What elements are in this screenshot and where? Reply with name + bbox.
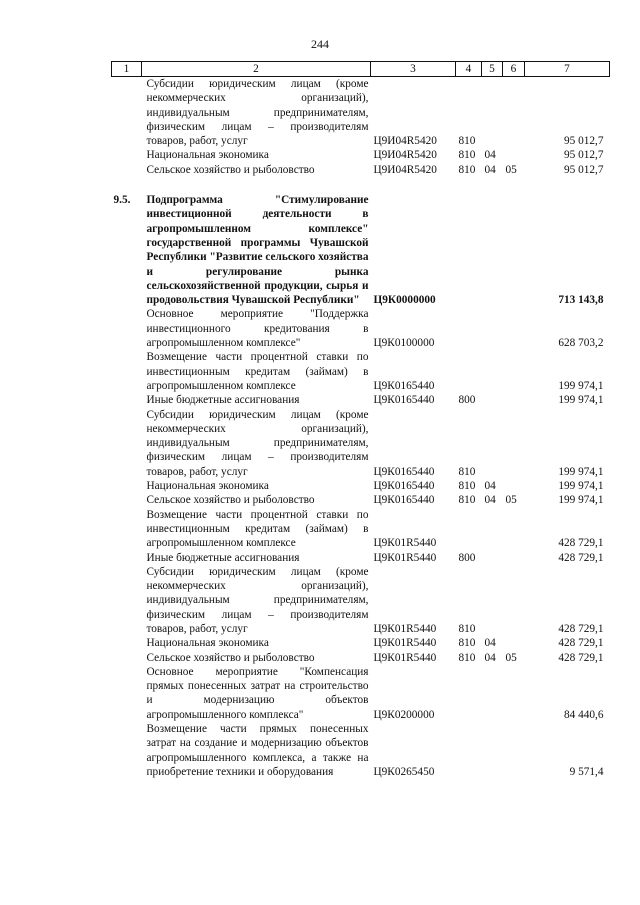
table-row: [112, 350, 610, 393]
target-code-cell: Ц9К0165440: [373, 394, 435, 407]
expense-type-cell: 810: [458, 480, 476, 493]
expense-type-cell: [456, 193, 482, 307]
row-name-cell: Возмещение части процентной ставки по инвестиционным кредитам (займам) в агропромышленном комплексе: [146, 351, 369, 392]
table-row: [112, 508, 610, 551]
amount-cell: 428 729,1: [558, 622, 604, 635]
amount-cell: 95 012,7: [563, 135, 604, 148]
target-code-cell: Ц9К0100000: [373, 337, 435, 350]
target-code-cell: Ц9К01R5440: [373, 622, 437, 635]
row-number-cell: [112, 393, 142, 407]
subsection-cell: 05: [505, 163, 517, 176]
amount-cell: 428 729,1: [558, 537, 604, 550]
subsection-cell: [503, 722, 525, 779]
expense-type-cell: 810: [458, 622, 476, 635]
row-name-cell: Субсидии юридическим лицам (кроме некоммерческих организаций), индивидуальным предпринимателям, физическим лицам – производителям товаров, работ, услуг: [146, 565, 369, 635]
target-code-cell: Ц9К01R5440: [373, 551, 437, 564]
target-code-cell: Ц9И04R5420: [373, 163, 437, 176]
amount-cell: 199 974,1: [558, 480, 604, 493]
row-number-cell: [112, 408, 142, 479]
row-number-cell: [112, 163, 142, 177]
row-name-cell: Иные бюджетные ассигнования: [146, 394, 300, 407]
section-cell: [482, 193, 503, 307]
table-header: [112, 62, 610, 77]
subsection-cell: [503, 393, 525, 407]
table-row: [112, 408, 610, 479]
section-cell: [482, 307, 503, 350]
amount-cell: 199 974,1: [558, 379, 604, 392]
table-row: [112, 665, 610, 722]
amount-cell: 713 143,8: [558, 294, 604, 307]
subsection-cell: [503, 636, 525, 650]
table-row: [112, 77, 610, 149]
section-cell: [482, 722, 503, 779]
spacer-cell: [112, 177, 610, 193]
subsection-cell: [503, 350, 525, 393]
section-cell: [482, 408, 503, 479]
amount-cell: 9 571,4: [569, 765, 604, 778]
table-body: [112, 77, 610, 780]
row-name-cell: Возмещение части прямых понесенных затрат на создание и модернизацию объектов агропромышленного комплекса, а также на приобретение техники и оборудования: [146, 723, 369, 778]
row-number-cell: [112, 636, 142, 650]
row-name-cell: Субсидии юридическим лицам (кроме некоммерческих организаций), индивидуальным предпринимателям, физическим лицам – производителям товаров, работ, услуг: [146, 78, 369, 148]
target-code-cell: Ц9К0165440: [373, 465, 435, 478]
expense-type-cell: 810: [458, 135, 476, 148]
amount-cell: 199 974,1: [558, 494, 604, 507]
table-row: [112, 651, 610, 665]
target-code-cell: Ц9К01R5440: [373, 537, 437, 550]
row-number-cell: [112, 479, 142, 493]
header-cell: 7: [525, 62, 610, 77]
subsection-cell: [503, 148, 525, 162]
subsection-cell: [503, 77, 525, 149]
expense-type-cell: 800: [458, 551, 476, 564]
expense-type-cell: [456, 350, 482, 393]
table-row: [112, 551, 610, 565]
header-cell: 1: [112, 62, 142, 77]
expense-type-cell: [456, 508, 482, 551]
expense-type-cell: [456, 307, 482, 350]
amount-cell: 95 012,7: [563, 163, 604, 176]
section-cell: [482, 350, 503, 393]
header-cell: 4: [456, 62, 482, 77]
section-cell: 04: [484, 651, 496, 664]
subsection-cell: [503, 551, 525, 565]
target-code-cell: Ц9К0165440: [373, 494, 435, 507]
row-number-cell: [112, 493, 142, 507]
section-cell: 04: [484, 163, 496, 176]
expense-type-cell: 810: [458, 637, 476, 650]
target-code-cell: Ц9И04R5420: [373, 135, 437, 148]
budget-table: [111, 61, 610, 779]
subsection-cell: [503, 479, 525, 493]
table-row: [112, 636, 610, 650]
row-number-cell: [112, 508, 142, 551]
table-row: [112, 148, 610, 162]
row-name-cell: Сельское хозяйство и рыболовство: [146, 651, 315, 664]
row-number-cell: [112, 551, 142, 565]
section-cell: 04: [484, 480, 496, 493]
row-name-cell: Национальная экономика: [146, 637, 269, 650]
section-cell: [482, 393, 503, 407]
subsection-cell: [503, 193, 525, 307]
amount-cell: 199 974,1: [558, 394, 604, 407]
amount-cell: 199 974,1: [558, 465, 604, 478]
expense-type-cell: [456, 722, 482, 779]
row-name-cell: Сельское хозяйство и рыболовство: [146, 163, 315, 176]
table-row: [112, 393, 610, 407]
subsection-cell: [503, 307, 525, 350]
row-number-cell: [112, 77, 142, 149]
row-name-cell: Национальная экономика: [146, 149, 269, 162]
row-number-cell: [112, 307, 142, 350]
section-cell: [482, 77, 503, 149]
amount-cell: 95 012,7: [563, 149, 604, 162]
row-number-cell: [112, 665, 142, 722]
amount-cell: 428 729,1: [558, 651, 604, 664]
target-code-cell: Ц9К0200000: [373, 708, 435, 721]
row-name-cell: Иные бюджетные ассигнования: [146, 551, 300, 564]
target-code-cell: Ц9К01R5440: [373, 651, 437, 664]
expense-type-cell: 810: [458, 494, 476, 507]
expense-type-cell: 810: [458, 651, 476, 664]
subsection-cell: 05: [505, 651, 517, 664]
section-cell: [482, 665, 503, 722]
row-name-cell: Возмещение части процентной ставки по инвестиционным кредитам (займам) в агропромышленном комплексе: [146, 508, 369, 550]
table-row: [112, 307, 610, 350]
target-code-cell: Ц9К0165440: [373, 379, 435, 392]
target-code-cell: Ц9К0165440: [373, 480, 435, 493]
amount-cell: 428 729,1: [558, 551, 604, 564]
expense-type-cell: 810: [458, 149, 476, 162]
section-cell: 04: [484, 149, 496, 162]
subsection-cell: [503, 565, 525, 636]
row-number-cell: [112, 722, 142, 779]
row-name-cell: Подпрограмма "Стимулирование инвестиционной деятельности в агропромышленном комплексе" государственной программы Чувашской Республики "Развитие сельского хозяйства и регулирование рынка сельскохозяйственной продукции, сырья и продовольствия Чувашской Республики": [146, 194, 369, 307]
row-number-cell: 9.5.: [113, 194, 131, 207]
row-name-cell: Основное мероприятие "Компенсация прямых понесенных затрат на строительство и модернизацию объектов агропромышленного комплекса": [146, 665, 369, 721]
target-code-cell: Ц9К0000000: [373, 294, 436, 307]
subsection-cell: [503, 508, 525, 551]
header-cell: 6: [503, 62, 525, 77]
target-code-cell: Ц9И04R5420: [373, 149, 437, 162]
row-name-cell: Национальная экономика: [146, 480, 269, 493]
subsection-cell: 05: [505, 494, 517, 507]
section-cell: [482, 508, 503, 551]
expense-type-cell: 810: [458, 163, 476, 176]
row-number-cell: [112, 350, 142, 393]
subsection-cell: [503, 665, 525, 722]
section-cell: [482, 565, 503, 636]
table-row: [112, 565, 610, 636]
header-cell: 5: [482, 62, 503, 77]
table-row: [112, 722, 610, 779]
amount-cell: 84 440,6: [563, 708, 604, 721]
table-row: [112, 479, 610, 493]
row-name-cell: Субсидии юридическим лицам (кроме некоммерческих организаций), индивидуальным предпринимателям, физическим лицам – производителям товаров, работ, услуг: [146, 408, 369, 478]
table-row: [112, 163, 610, 177]
target-code-cell: Ц9К0265450: [373, 765, 435, 778]
page-number: 244: [311, 37, 329, 51]
row-number-cell: [112, 565, 142, 636]
row-number-cell: [112, 148, 142, 162]
table-row: [112, 193, 610, 307]
target-code-cell: Ц9К01R5440: [373, 637, 437, 650]
subsection-cell: [503, 408, 525, 479]
section-cell: [482, 551, 503, 565]
expense-type-cell: [456, 665, 482, 722]
table-row: [112, 493, 610, 507]
spacer-row: [112, 177, 610, 193]
expense-type-cell: 800: [458, 394, 476, 407]
row-name-cell: Основное мероприятие "Поддержка инвестиционного кредитования в агропромышленном комплексе": [146, 308, 369, 350]
section-cell: 04: [484, 494, 496, 507]
row-number-cell: [112, 651, 142, 665]
amount-cell: 628 703,2: [558, 337, 604, 350]
header-cell: 2: [142, 62, 371, 77]
expense-type-cell: 810: [458, 465, 476, 478]
row-name-cell: Сельское хозяйство и рыболовство: [146, 494, 315, 507]
amount-cell: 428 729,1: [558, 637, 604, 650]
section-cell: 04: [484, 637, 496, 650]
header-cell: 3: [371, 62, 456, 77]
